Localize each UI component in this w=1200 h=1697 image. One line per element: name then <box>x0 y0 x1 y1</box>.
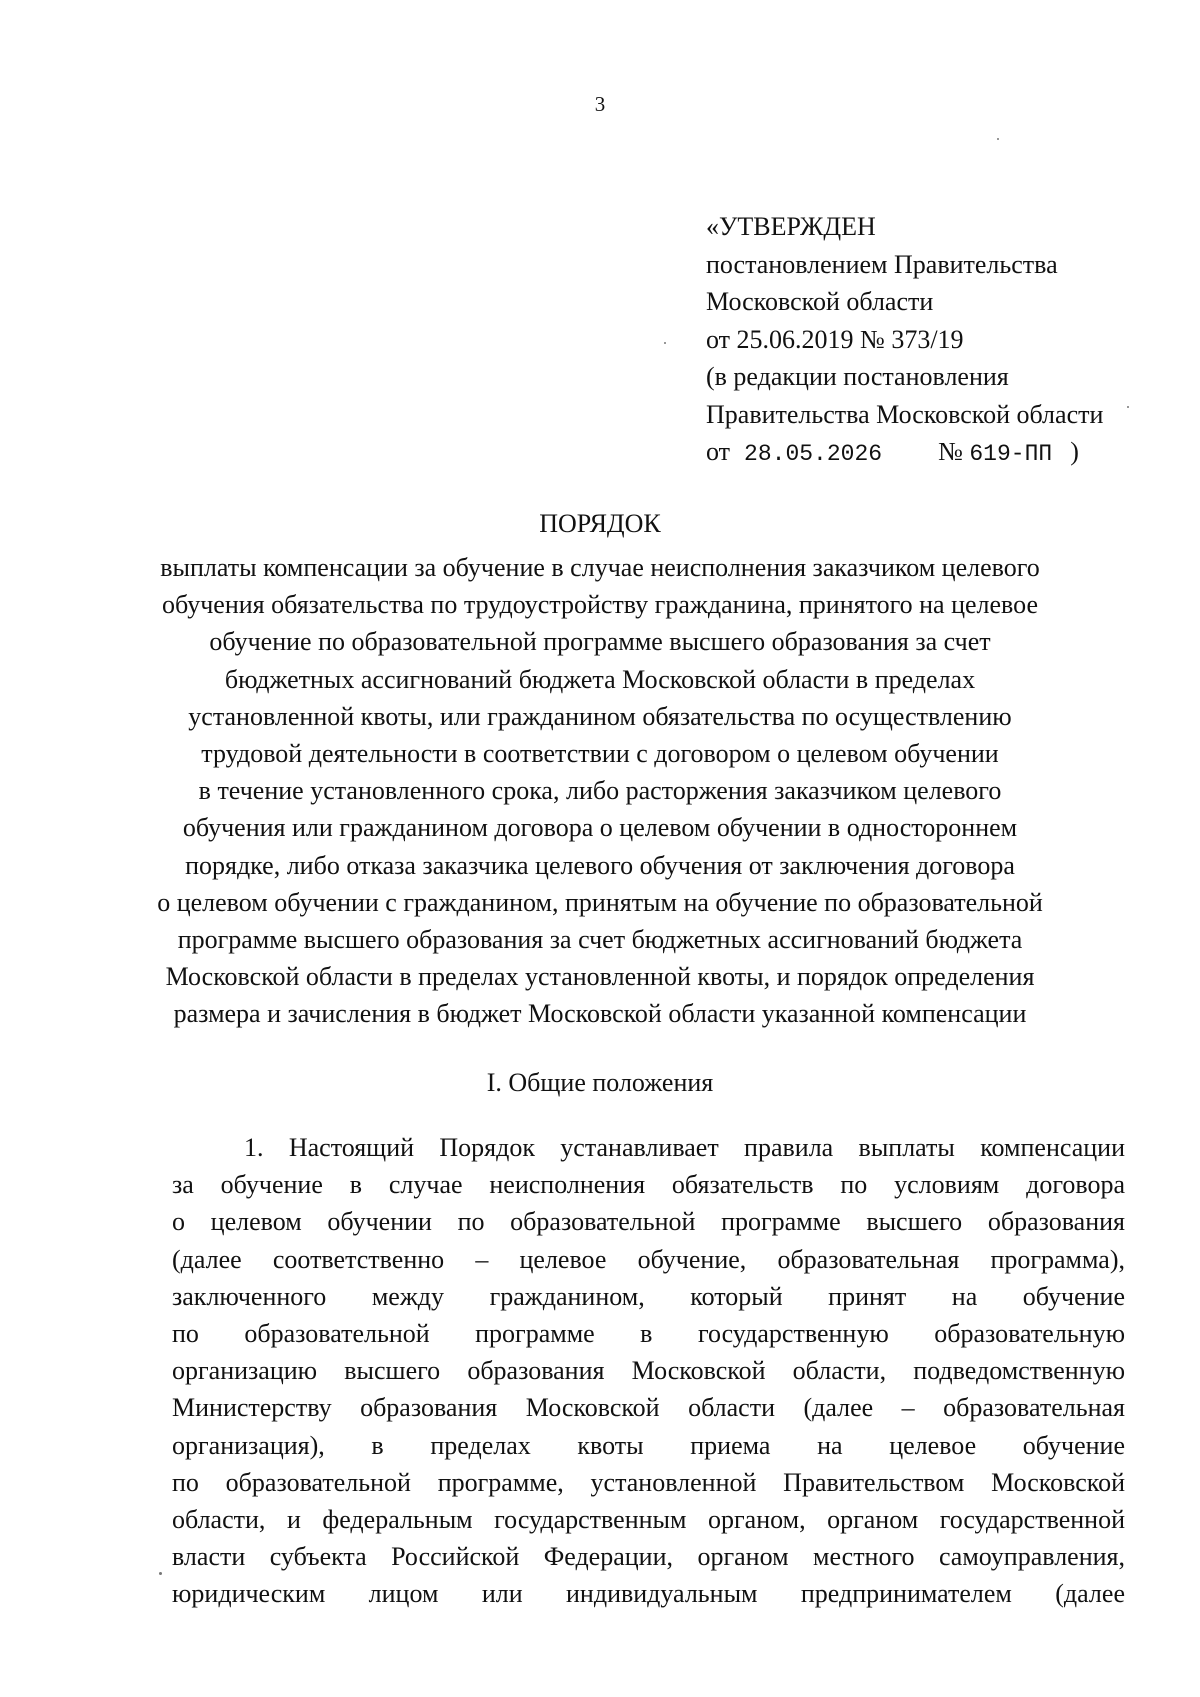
subtitle-line: о целевом обучении с гражданином, принятым на обучение по образовательной <box>157 887 1043 917</box>
subtitle-line: обучение по образовательной программе высшего образования за счет <box>209 627 991 657</box>
subtitle-line: размера и зачисления в бюджет Московской области указанной компенсации <box>173 999 1027 1029</box>
paragraph-line: (далее соответственно – целевое обучение, образовательная программа), <box>172 1244 1125 1274</box>
approval-date: 28.05.2026 <box>744 441 883 467</box>
document-title-block <box>150 506 1050 1033</box>
approval-line: от 25.06.2019 № 373/19 <box>706 324 964 354</box>
section-heading: I. Общие положения <box>486 1068 714 1097</box>
approval-number: 619-ПП <box>969 441 1053 467</box>
subtitle-line: установленной квоты, или гражданином обязательства по осуществлению <box>188 701 1012 731</box>
paragraph-line: юридическим лицом или индивидуальным предпринимателем (далее <box>172 1579 1125 1609</box>
page-number: 3 <box>594 92 606 116</box>
paragraph-line: по образовательной программе в государственную образовательную <box>172 1318 1125 1348</box>
scan-speck <box>997 138 999 140</box>
scan-speck <box>159 1572 162 1575</box>
paragraph-line: заключенного между гражданином, который принят на обучение <box>172 1281 1125 1311</box>
paragraph-line: организация), в пределах квоты приема на целевое обучение <box>172 1430 1125 1460</box>
paragraph-line: Министерству образования Московской области (далее – образовательная <box>172 1393 1125 1423</box>
paragraph-line: власти субъекта Российской Федерации, органом местного самоуправления, <box>172 1542 1125 1572</box>
subtitle-line: обучения или гражданином договора о целевом обучении в одностороннем <box>182 813 1018 843</box>
approval-line: Правительства Московской области <box>706 399 1104 429</box>
paragraph-line: о целевом обучении по образовательной программе высшего образования <box>172 1207 1125 1237</box>
approval-date-prefix: от <box>706 437 731 466</box>
subtitle-line: трудовой деятельности в соответствии с договором о целевом обучении <box>201 739 999 769</box>
approval-closing-paren: ) <box>1070 437 1079 466</box>
scan-speck <box>1127 406 1129 408</box>
subtitle-line: порядке, либо отказа заказчика целевого обучения от заключения договора <box>185 850 1015 880</box>
subtitle-line: в течение установленного срока, либо расторжения заказчиком целевого <box>198 776 1002 806</box>
subtitle-line: программе высшего образования за счет бюджетных ассигнований бюджета <box>177 925 1023 955</box>
paragraph-line: организацию высшего образования Московской области, подведомственную <box>172 1356 1125 1386</box>
paragraph-line: по образовательной программе, установленной Правительством Московской <box>172 1467 1125 1497</box>
scan-speck <box>664 342 666 344</box>
paragraph-line: 1. Настоящий Порядок устанавливает правила выплаты компенсации <box>244 1133 1125 1162</box>
subtitle-line: Московской области в пределах установленной квоты, и порядок определения <box>165 962 1035 992</box>
approval-line: «УТВЕРЖДЕН <box>706 212 876 241</box>
subtitle-line: выплаты компенсации за обучение в случае неисполнения заказчиком целевого <box>160 553 1040 582</box>
subtitle-line: обучения обязательства по трудоустройству гражданина, принятого на целевое <box>161 590 1039 620</box>
approval-line: Московской области <box>706 287 934 316</box>
approval-stamp <box>706 208 1103 471</box>
approval-number-sign: № <box>938 437 963 466</box>
approval-line: постановлением Правительства <box>706 249 1058 279</box>
body-paragraph <box>172 1129 1125 1612</box>
paragraph-line: области, и федеральным государственным органом, органом государственной <box>172 1504 1125 1534</box>
subtitle-line: бюджетных ассигнований бюджета Московской области в пределах <box>224 664 976 694</box>
approval-line: (в редакции постановления <box>706 362 1009 391</box>
paragraph-line: за обучение в случае неисполнения обязательств по условиям договора <box>172 1170 1125 1200</box>
approval-date-line <box>706 433 1103 471</box>
document-title: ПОРЯДОК <box>539 509 661 538</box>
